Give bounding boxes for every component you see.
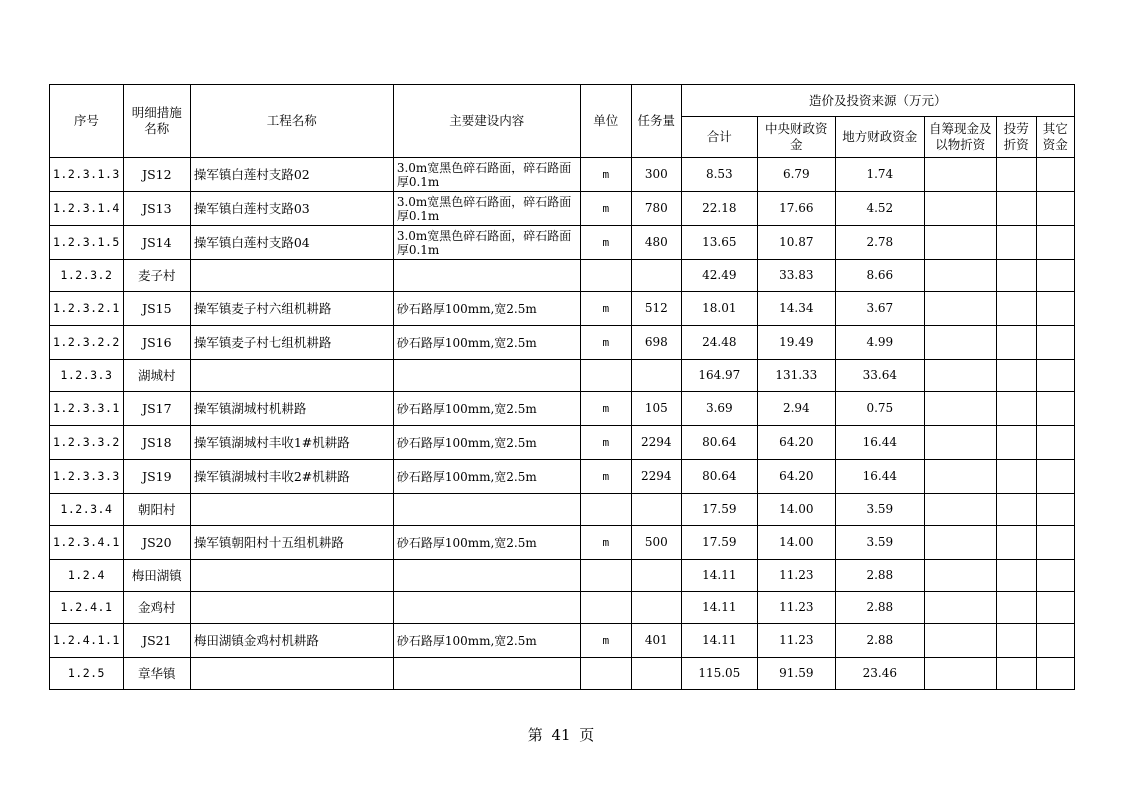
cell-labor bbox=[996, 292, 1036, 326]
cell-total: 24.48 bbox=[681, 326, 757, 360]
cell-unit bbox=[580, 658, 631, 690]
cell-content bbox=[393, 494, 580, 526]
cell-self-raised bbox=[924, 560, 996, 592]
cell-unit: m bbox=[580, 392, 631, 426]
table-row bbox=[50, 592, 1075, 624]
cell-code: JS19 bbox=[123, 460, 190, 494]
cell-self-raised bbox=[924, 260, 996, 292]
cell-local: 1.74 bbox=[835, 158, 924, 192]
cell-self-raised bbox=[924, 326, 996, 360]
cell-unit: m bbox=[580, 192, 631, 226]
cell-self-raised bbox=[924, 494, 996, 526]
cell-self-raised bbox=[924, 226, 996, 260]
cell-central: 17.66 bbox=[757, 192, 835, 226]
cell-quantity: 401 bbox=[631, 624, 681, 658]
cell-content bbox=[393, 260, 580, 292]
cell-local: 3.59 bbox=[835, 494, 924, 526]
cell-total: 42.49 bbox=[681, 260, 757, 292]
cell-total: 14.11 bbox=[681, 624, 757, 658]
cell-total: 14.11 bbox=[681, 560, 757, 592]
table-row bbox=[50, 658, 1075, 690]
header-self-raised: 自筹现金及以物折资 bbox=[924, 117, 996, 158]
cell-content: 3.0m宽黑色碎石路面，碎石路面厚0.1m bbox=[393, 226, 580, 260]
cell-central: 64.20 bbox=[757, 460, 835, 494]
cell-project bbox=[190, 560, 393, 592]
cell-local: 16.44 bbox=[835, 460, 924, 494]
cell-project: 操军镇白莲村支路04 bbox=[190, 226, 393, 260]
table-row bbox=[50, 192, 1075, 226]
cell-quantity: 500 bbox=[631, 526, 681, 560]
cell-project: 操军镇湖城村丰收2#机耕路 bbox=[190, 460, 393, 494]
cell-self-raised bbox=[924, 158, 996, 192]
cell-self-raised bbox=[924, 392, 996, 426]
cell-other bbox=[1036, 226, 1074, 260]
cell-code: JS15 bbox=[123, 292, 190, 326]
cell-content: 砂石路厚100mm,宽2.5m bbox=[393, 526, 580, 560]
cell-quantity: 2294 bbox=[631, 426, 681, 460]
cell-code: JS16 bbox=[123, 326, 190, 360]
cell-total: 115.05 bbox=[681, 658, 757, 690]
cell-local: 3.59 bbox=[835, 526, 924, 560]
cell-project bbox=[190, 592, 393, 624]
table-row bbox=[50, 226, 1075, 260]
cell-labor bbox=[996, 526, 1036, 560]
cell-seq: 1.2.3.4 bbox=[50, 494, 124, 526]
table-row bbox=[50, 260, 1075, 292]
cell-central: 14.00 bbox=[757, 494, 835, 526]
cell-central: 6.79 bbox=[757, 158, 835, 192]
cell-content bbox=[393, 360, 580, 392]
cell-seq: 1.2.3.4.1 bbox=[50, 526, 124, 560]
cell-code: JS20 bbox=[123, 526, 190, 560]
header-total: 合计 bbox=[681, 117, 757, 158]
cell-labor bbox=[996, 226, 1036, 260]
cell-content: 砂石路厚100mm,宽2.5m bbox=[393, 326, 580, 360]
cell-quantity: 698 bbox=[631, 326, 681, 360]
cell-other bbox=[1036, 560, 1074, 592]
cell-central: 14.00 bbox=[757, 526, 835, 560]
cell-project bbox=[190, 494, 393, 526]
cell-other bbox=[1036, 494, 1074, 526]
cell-unit: m bbox=[580, 326, 631, 360]
cell-labor bbox=[996, 260, 1036, 292]
cell-project: 操军镇湖城村丰收1#机耕路 bbox=[190, 426, 393, 460]
cell-other bbox=[1036, 192, 1074, 226]
cell-code: 湖城村 bbox=[123, 360, 190, 392]
cell-code: 麦子村 bbox=[123, 260, 190, 292]
cell-content: 砂石路厚100mm,宽2.5m bbox=[393, 292, 580, 326]
cell-code: JS14 bbox=[123, 226, 190, 260]
header-quantity: 任务量 bbox=[631, 85, 681, 158]
cell-local: 2.88 bbox=[835, 592, 924, 624]
cell-total: 14.11 bbox=[681, 592, 757, 624]
cell-labor bbox=[996, 460, 1036, 494]
cell-seq: 1.2.3.2.2 bbox=[50, 326, 124, 360]
table-row bbox=[50, 392, 1075, 426]
cell-seq: 1.2.3.2 bbox=[50, 260, 124, 292]
cell-central: 11.23 bbox=[757, 592, 835, 624]
cell-project: 操军镇朝阳村十五组机耕路 bbox=[190, 526, 393, 560]
cell-unit: m bbox=[580, 624, 631, 658]
cell-other bbox=[1036, 460, 1074, 494]
cell-self-raised bbox=[924, 624, 996, 658]
cell-other bbox=[1036, 260, 1074, 292]
cell-central: 64.20 bbox=[757, 426, 835, 460]
cell-central: 19.49 bbox=[757, 326, 835, 360]
cell-seq: 1.2.4.1 bbox=[50, 592, 124, 624]
cell-seq: 1.2.3.3.2 bbox=[50, 426, 124, 460]
cell-unit: m bbox=[580, 426, 631, 460]
cell-seq: 1.2.3.3.3 bbox=[50, 460, 124, 494]
cell-seq: 1.2.3.1.3 bbox=[50, 158, 124, 192]
cell-quantity: 512 bbox=[631, 292, 681, 326]
cell-local: 8.66 bbox=[835, 260, 924, 292]
cell-total: 8.53 bbox=[681, 158, 757, 192]
cell-labor bbox=[996, 426, 1036, 460]
cell-central: 33.83 bbox=[757, 260, 835, 292]
cell-project bbox=[190, 658, 393, 690]
cell-local: 4.52 bbox=[835, 192, 924, 226]
cell-labor bbox=[996, 326, 1036, 360]
header-unit: 单位 bbox=[580, 85, 631, 158]
header-labor: 投劳折资 bbox=[996, 117, 1036, 158]
cell-project bbox=[190, 360, 393, 392]
cell-project bbox=[190, 260, 393, 292]
table-row bbox=[50, 560, 1075, 592]
cell-local: 33.64 bbox=[835, 360, 924, 392]
table-row bbox=[50, 494, 1075, 526]
cell-quantity bbox=[631, 360, 681, 392]
header-seq: 序号 bbox=[50, 85, 124, 158]
cell-other bbox=[1036, 392, 1074, 426]
cell-code: 朝阳村 bbox=[123, 494, 190, 526]
cell-total: 80.64 bbox=[681, 426, 757, 460]
cell-code: JS12 bbox=[123, 158, 190, 192]
cell-unit bbox=[580, 560, 631, 592]
cell-other bbox=[1036, 592, 1074, 624]
cell-self-raised bbox=[924, 592, 996, 624]
cell-total: 22.18 bbox=[681, 192, 757, 226]
cell-other bbox=[1036, 426, 1074, 460]
cell-central: 131.33 bbox=[757, 360, 835, 392]
cell-labor bbox=[996, 158, 1036, 192]
cell-content: 砂石路厚100mm,宽2.5m bbox=[393, 392, 580, 426]
cell-total: 164.97 bbox=[681, 360, 757, 392]
cell-central: 91.59 bbox=[757, 658, 835, 690]
cell-code: JS13 bbox=[123, 192, 190, 226]
cell-content: 3.0m宽黑色碎石路面，碎石路面厚0.1m bbox=[393, 192, 580, 226]
cell-labor bbox=[996, 658, 1036, 690]
cell-self-raised bbox=[924, 360, 996, 392]
table-row bbox=[50, 426, 1075, 460]
cell-unit bbox=[580, 592, 631, 624]
table-row bbox=[50, 326, 1075, 360]
cell-unit: m bbox=[580, 460, 631, 494]
cell-unit bbox=[580, 260, 631, 292]
cell-content bbox=[393, 658, 580, 690]
cell-content: 砂石路厚100mm,宽2.5m bbox=[393, 426, 580, 460]
cell-quantity: 300 bbox=[631, 158, 681, 192]
cell-local: 16.44 bbox=[835, 426, 924, 460]
cell-unit: m bbox=[580, 292, 631, 326]
cell-seq: 1.2.3.3 bbox=[50, 360, 124, 392]
cell-content: 砂石路厚100mm,宽2.5m bbox=[393, 624, 580, 658]
cell-content: 砂石路厚100mm,宽2.5m bbox=[393, 460, 580, 494]
cell-code: 金鸡村 bbox=[123, 592, 190, 624]
cell-labor bbox=[996, 392, 1036, 426]
cell-local: 23.46 bbox=[835, 658, 924, 690]
table-row bbox=[50, 526, 1075, 560]
cell-labor bbox=[996, 560, 1036, 592]
cell-central: 11.23 bbox=[757, 624, 835, 658]
cell-labor bbox=[996, 494, 1036, 526]
table-row bbox=[50, 624, 1075, 658]
cell-central: 11.23 bbox=[757, 560, 835, 592]
table-row bbox=[50, 158, 1075, 192]
cell-seq: 1.2.3.1.5 bbox=[50, 226, 124, 260]
header-local: 地方财政资金 bbox=[835, 117, 924, 158]
cell-labor bbox=[996, 624, 1036, 658]
cell-central: 10.87 bbox=[757, 226, 835, 260]
header-code: 明细措施名称 bbox=[123, 85, 190, 158]
cell-other bbox=[1036, 526, 1074, 560]
cell-unit: m bbox=[580, 526, 631, 560]
header-central: 中央财政资金 bbox=[757, 117, 835, 158]
cell-seq: 1.2.4.1.1 bbox=[50, 624, 124, 658]
cell-labor bbox=[996, 192, 1036, 226]
cell-local: 2.88 bbox=[835, 624, 924, 658]
cell-central: 2.94 bbox=[757, 392, 835, 426]
cell-total: 17.59 bbox=[681, 494, 757, 526]
cell-total: 13.65 bbox=[681, 226, 757, 260]
header-project: 工程名称 bbox=[190, 85, 393, 158]
header-content: 主要建设内容 bbox=[393, 85, 580, 158]
cell-seq: 1.2.4 bbox=[50, 560, 124, 592]
header-other: 其它资金 bbox=[1036, 117, 1074, 158]
cell-local: 4.99 bbox=[835, 326, 924, 360]
cell-seq: 1.2.3.2.1 bbox=[50, 292, 124, 326]
cell-self-raised bbox=[924, 460, 996, 494]
cell-other bbox=[1036, 326, 1074, 360]
cell-total: 17.59 bbox=[681, 526, 757, 560]
cell-code: JS17 bbox=[123, 392, 190, 426]
cell-project: 梅田湖镇金鸡村机耕路 bbox=[190, 624, 393, 658]
cell-labor bbox=[996, 592, 1036, 624]
table-row bbox=[50, 292, 1075, 326]
cell-project: 操军镇白莲村支路02 bbox=[190, 158, 393, 192]
cell-total: 3.69 bbox=[681, 392, 757, 426]
cell-quantity bbox=[631, 658, 681, 690]
cell-project: 操军镇湖城村机耕路 bbox=[190, 392, 393, 426]
cell-project: 操军镇白莲村支路03 bbox=[190, 192, 393, 226]
cell-code: 章华镇 bbox=[123, 658, 190, 690]
cell-code: 梅田湖镇 bbox=[123, 560, 190, 592]
cell-quantity bbox=[631, 494, 681, 526]
cell-local: 2.78 bbox=[835, 226, 924, 260]
cell-code: JS21 bbox=[123, 624, 190, 658]
cell-other bbox=[1036, 360, 1074, 392]
cell-total: 80.64 bbox=[681, 460, 757, 494]
cell-quantity: 105 bbox=[631, 392, 681, 426]
cell-quantity bbox=[631, 592, 681, 624]
cell-self-raised bbox=[924, 292, 996, 326]
cell-local: 0.75 bbox=[835, 392, 924, 426]
cell-central: 14.34 bbox=[757, 292, 835, 326]
cell-seq: 1.2.5 bbox=[50, 658, 124, 690]
cell-self-raised bbox=[924, 426, 996, 460]
cell-self-raised bbox=[924, 526, 996, 560]
cell-quantity: 480 bbox=[631, 226, 681, 260]
cell-labor bbox=[996, 360, 1036, 392]
cell-total: 18.01 bbox=[681, 292, 757, 326]
cell-seq: 1.2.3.3.1 bbox=[50, 392, 124, 426]
cell-unit: m bbox=[580, 158, 631, 192]
cell-unit: m bbox=[580, 226, 631, 260]
cell-local: 3.67 bbox=[835, 292, 924, 326]
cell-quantity: 780 bbox=[631, 192, 681, 226]
cell-self-raised bbox=[924, 658, 996, 690]
cell-unit bbox=[580, 360, 631, 392]
cell-content bbox=[393, 592, 580, 624]
cell-content bbox=[393, 560, 580, 592]
cell-other bbox=[1036, 292, 1074, 326]
cell-project: 操军镇麦子村七组机耕路 bbox=[190, 326, 393, 360]
cell-other bbox=[1036, 158, 1074, 192]
cell-other bbox=[1036, 624, 1074, 658]
table-row bbox=[50, 360, 1075, 392]
cell-quantity bbox=[631, 260, 681, 292]
cell-other bbox=[1036, 658, 1074, 690]
page-number: 第 41 页 bbox=[527, 726, 595, 744]
cell-quantity: 2294 bbox=[631, 460, 681, 494]
cell-code: JS18 bbox=[123, 426, 190, 460]
cell-content: 3.0m宽黑色碎石路面，碎石路面厚0.1m bbox=[393, 158, 580, 192]
cell-unit bbox=[580, 494, 631, 526]
cell-seq: 1.2.3.1.4 bbox=[50, 192, 124, 226]
cell-quantity bbox=[631, 560, 681, 592]
cell-local: 2.88 bbox=[835, 560, 924, 592]
project-investment-table bbox=[49, 84, 1075, 690]
header-funding-group: 造价及投资来源（万元） bbox=[681, 85, 1074, 117]
table-row bbox=[50, 460, 1075, 494]
cell-project: 操军镇麦子村六组机耕路 bbox=[190, 292, 393, 326]
cell-self-raised bbox=[924, 192, 996, 226]
